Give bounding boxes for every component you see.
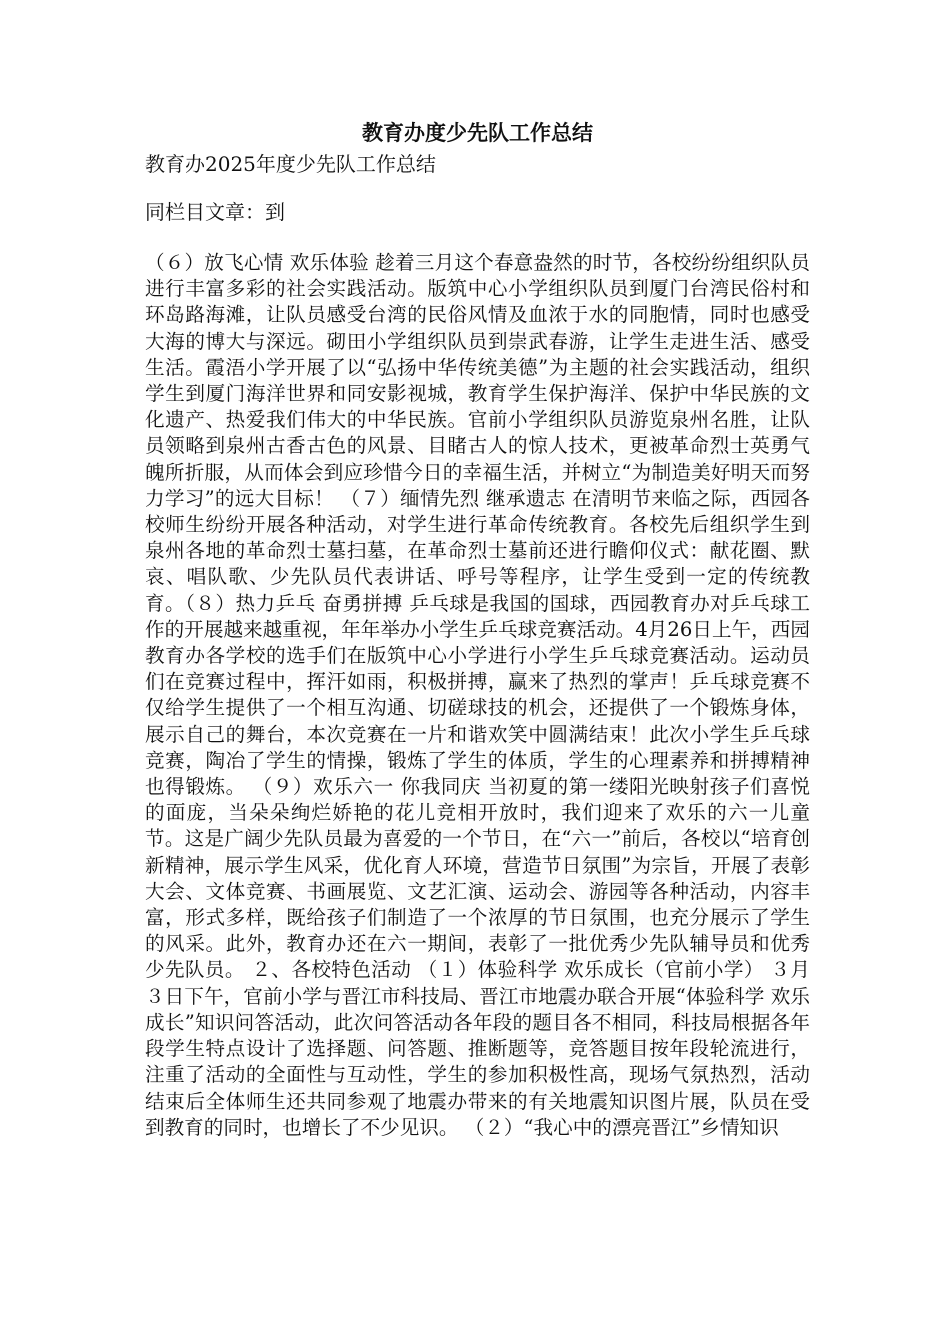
document-title: 教育办度少先队工作总结 bbox=[362, 120, 593, 145]
document-page bbox=[145, 118, 810, 1141]
document-body-text: （６）放飞心情 欢乐体验 趁着三月这个春意盎然的时节，各校纷纷组织队员进行丰富多彩的社会实践活动。版筑中心小学组织队员到厦门台湾民俗村和环岛路海滩，让队员感受台湾的民俗风情及血浓于水的同胞情，同时也感受大海的博大与深远。砌田小学组织队员到崇武春游，让学生走进生活、感受生活。霞浯小学开展了以“弘扬中华传统美德”为主题的社会实践活动，组织学生到厦门海洋世界和同安影视城，教育学生保护海洋、保护中华民族的文化遗产、热爱我们伟大的中华民族。官前小学组织队员游览泉州名胜，让队员领略到泉州古香古色的风景、目睹古人的惊人技术，更被革命烈士英勇气魄所折服，从而体会到应珍惜今日的幸福生活，并树立“为制造美好明天而努力学习”的远大目标！ （７）缅情先烈 继承遗志 在清明节来临之际，西园各校师生纷纷开展各种活动，对学生进行革命传统教育。各校先后组织学生到泉州各地的革命烈士墓扫墓，在革命烈士墓前还进行瞻仰仪式：献花圈、默哀、唱队歌、少先队员代表讲话、呼号等程序，让学生受到一定的传统教育。（８）热力乒乓 奋勇拼搏 乒乓球是我国的国球，西园教育办对乒乓球工作的开展越来越重视，年年举办小学生乒乓球竞赛活动。4月26日上午，西园教育办各学校的选手们在版筑中心小学进行小学生乒乓球竞赛活动。运动员们在竞赛过程中，挥汗如雨，积极拼搏，赢来了热烈的掌声！乒乓球竞赛不仅给学生提供了一个相互沟通、切磋球技的机会，还提供了一个锻炼身体，展示自己的舞台，本次竞赛在一片和谐欢笑中圆满结束！此次小学生乒乓球竞赛，陶冶了学生的情操，锻炼了学生的体质，学生的心理素养和拼搏精神也得锻炼。 （９）欢乐六一 你我同庆 当初夏的第一缕阳光映射孩子们喜悦的面庞，当朵朵绚烂娇艳的花儿竞相开放时，我们迎来了欢乐的六一儿童节。这是广阔少先队员最为喜爱的一个节日，在“六一”前后，各校以“培育创新精神，展示学生风采，优化育人环境，营造节日氛围”为宗旨，开展了表彰大会、文体竞赛、书画展览、文艺汇演、运动会、游园等各种活动，内容丰富，形式多样，既给孩子们制造了一个浓厚的节日氛围，也充分展示了学生的风采。此外，教育办还在六一期间，表彰了一批优秀少先队辅导员和优秀少先队员。 ２、各校特色活动 （１）体验科学 欢乐成长（官前小学） ３月３日下午，官前小学与晋江市科技局、晋江市地震办联合开展“体验科学 欢乐成长”知识问答活动，此次问答活动各年段的题目各不相同，科技局根据各年段学生特点设计了选择题、问答题、推断题等，竞答题目按年段轮流进行，注重了活动的全面性与互动性，学生的参加积极性高，现场气氛热烈，活动结束后全体师生还共同参观了地震办带来的有关地震知识图片展，队员在受到教育的同时，也增长了不少见识。 （２）“我心中的漂亮晋江”乡情知识 bbox=[145, 251, 810, 1139]
document-subtitle: 教育办2025年度少先队工作总结 bbox=[145, 152, 436, 176]
related-articles-label: 同栏目文章：到 bbox=[145, 200, 285, 224]
